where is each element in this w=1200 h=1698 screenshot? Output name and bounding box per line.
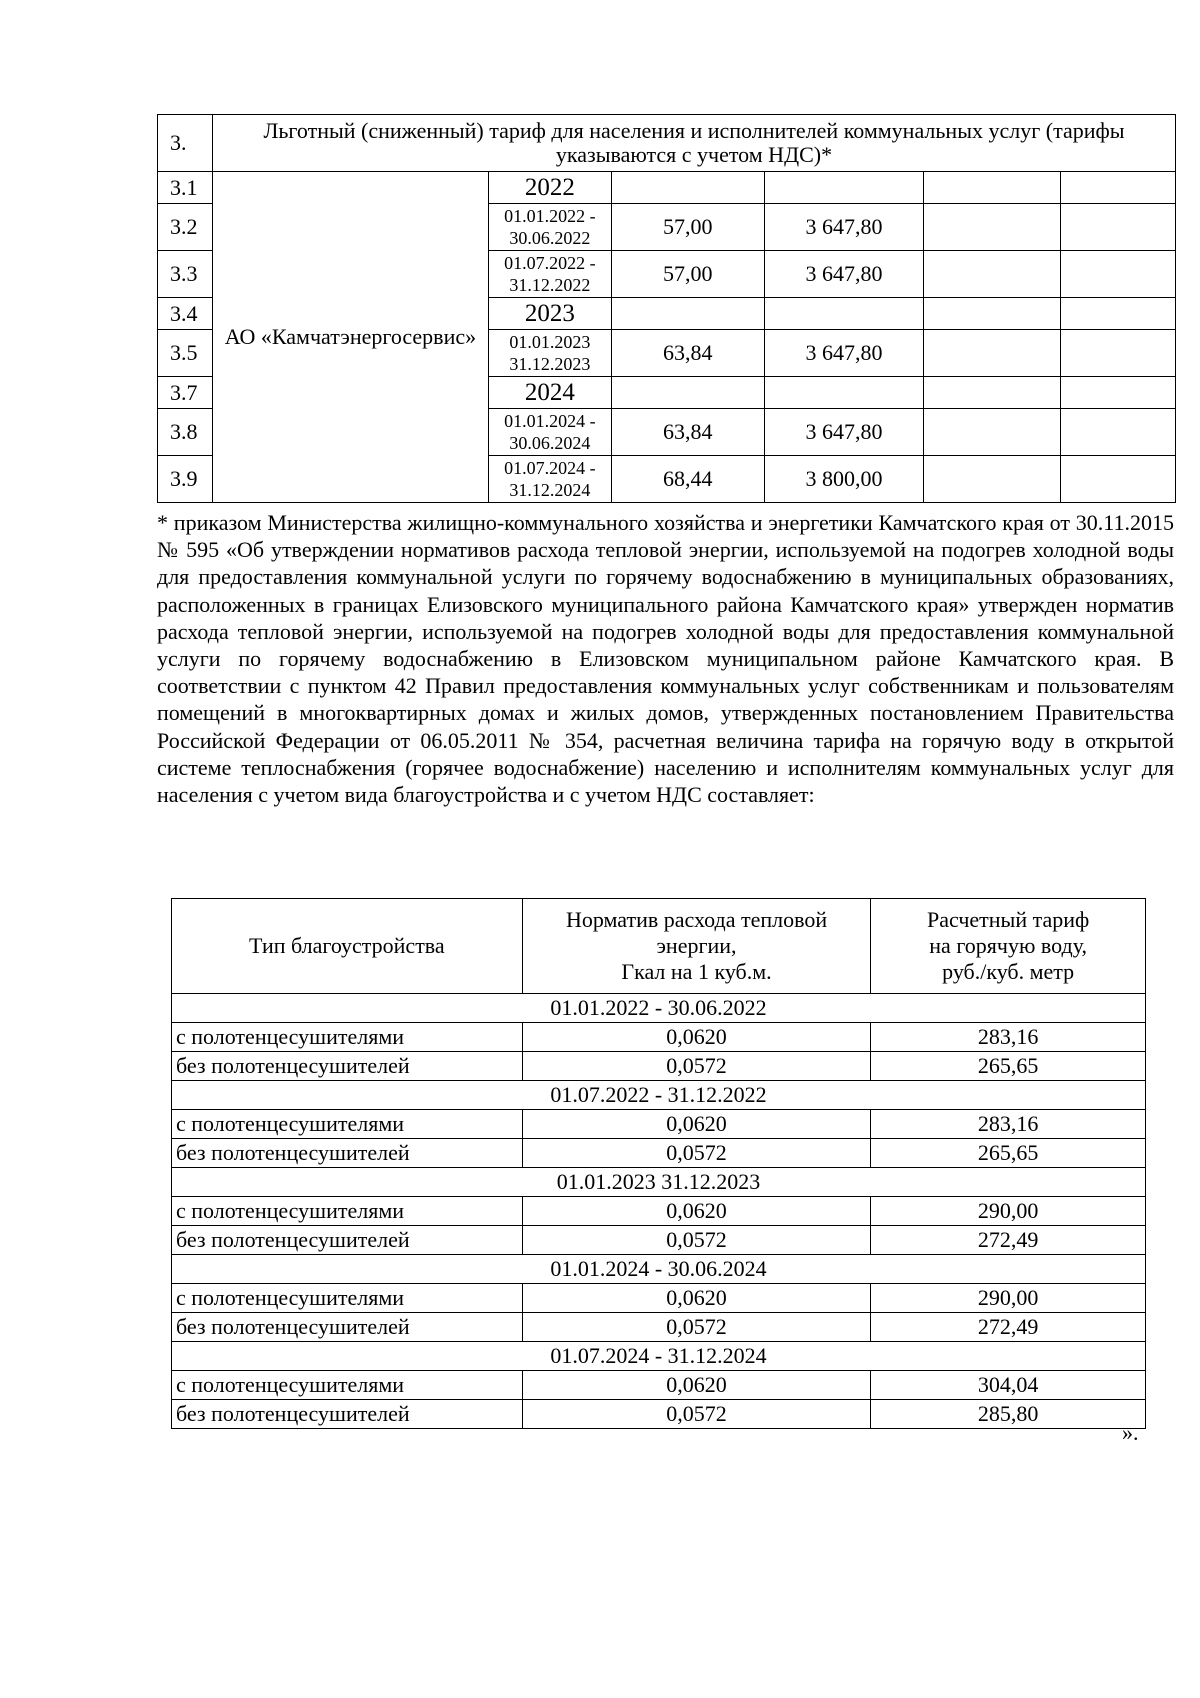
norm-cell: 0,0620 [522, 1197, 871, 1226]
header-norm-line: энергии, [656, 933, 737, 958]
norm-cell: 0,0620 [522, 1110, 871, 1139]
header-tariff-line: Расчетный тариф [927, 907, 1090, 932]
value-a-cell: 63,84 [611, 330, 764, 377]
empty-cell [611, 298, 764, 330]
year-cell: 2022 [488, 172, 611, 204]
value-b-cell: 3 647,80 [764, 409, 924, 456]
type-cell: без полотенцесушителей [172, 1139, 523, 1168]
year-cell: 2024 [488, 377, 611, 409]
tariff-cell: 272,49 [871, 1226, 1146, 1255]
type-cell: без полотенцесушителей [172, 1313, 523, 1342]
empty-cell [924, 377, 1061, 409]
row-number: 3.5 [158, 330, 213, 377]
row-number: 3.1 [158, 172, 213, 204]
value-a-cell: 63,84 [611, 409, 764, 456]
type-cell: без полотенцесушителей [172, 1400, 523, 1429]
section-number: 3. [158, 115, 213, 172]
period-row: 01.07.2022 - 31.12.2022 [172, 1081, 1146, 1110]
period-cell: 01.01.2024 - 30.06.2024 [488, 409, 611, 456]
type-cell: с полотенцесушителями [172, 1023, 523, 1052]
period-cell: 01.01.2023 31.12.2023 [488, 330, 611, 377]
value-a-cell: 68,44 [611, 456, 764, 503]
empty-cell [1061, 172, 1176, 204]
empty-cell [1061, 204, 1176, 251]
tariff-cell: 290,00 [871, 1197, 1146, 1226]
header-tariff-line: на горячую воду, [929, 933, 1088, 958]
tariff-cell: 272,49 [871, 1313, 1146, 1342]
norm-cell: 0,0572 [522, 1139, 871, 1168]
footnote-paragraph: * приказом Министерства жилищно-коммунального хозяйства и энергетики Камчатского края от 30.11.2015 № 595 «Об утверждении нормативов расхода тепловой энергии, используемой на подогрев холодной воды для предоставления коммунальной услуги по горячему водоснабжению в муниципальных образованиях, расположенных в границах Елизовского муниципального района Камчатского края» утвержден норматив расхода тепловой энергии, используемой на подогрев холодной воды для предоставления коммунальной услуги по горячему водоснабжению в Елизовском муниципальном районе Камчатского края. В соответствии с пунктом 42 Правил предоставления коммунальных услуг собственникам и пользователям помещений в многоквартирных домах и жилых домов, утвержденных постановлением Правительства Российской Федерации от 06.05.2011 № 354, расчетная величина тарифа на горячую воду в открытой системе теплоснабжения (горячее водоснабжение) населению и исполнителям коммунальных услуг для населения с учетом вида благоустройства и с учетом НДС составляет: [157, 510, 1174, 808]
empty-cell [764, 298, 924, 330]
row-number: 3.8 [158, 409, 213, 456]
empty-cell [1061, 330, 1176, 377]
type-cell: с полотенцесушителями [172, 1284, 523, 1313]
year-cell: 2023 [488, 298, 611, 330]
tariff-cell: 285,80 [871, 1400, 1146, 1429]
header-tariff [871, 899, 1146, 994]
empty-cell [611, 172, 764, 204]
empty-cell [924, 330, 1061, 377]
type-cell: с полотенцесушителями [172, 1371, 523, 1400]
row-number: 3.2 [158, 204, 213, 251]
type-cell: с полотенцесушителями [172, 1110, 523, 1139]
header-tariff-line: руб./куб. метр [942, 959, 1075, 984]
row-number: 3.7 [158, 377, 213, 409]
norm-cell: 0,0572 [522, 1313, 871, 1342]
header-norm [522, 899, 871, 994]
empty-cell [611, 377, 764, 409]
period-row: 01.01.2022 - 30.06.2022 [172, 994, 1146, 1023]
norm-cell: 0,0620 [522, 1284, 871, 1313]
empty-cell [924, 409, 1061, 456]
value-a-cell: 57,00 [611, 251, 764, 298]
empty-cell [924, 251, 1061, 298]
empty-cell [764, 172, 924, 204]
header-norm-line: Норматив расхода тепловой [565, 907, 828, 932]
value-b-cell: 3 647,80 [764, 204, 924, 251]
empty-cell [1061, 298, 1176, 330]
norm-cell: 0,0620 [522, 1371, 871, 1400]
header-norm-line: Гкал на 1 куб.м. [621, 959, 772, 984]
section-title: Льготный (сниженный) тариф для населения и исполнителей коммунальных услуг (тарифы указываются с учетом НДС)* [212, 115, 1175, 172]
row-number: 3.3 [158, 251, 213, 298]
type-cell: без полотенцесушителей [172, 1226, 523, 1255]
empty-cell [924, 204, 1061, 251]
period-row: 01.01.2024 - 30.06.2024 [172, 1255, 1146, 1284]
tariff-table [157, 114, 1176, 503]
type-cell: без полотенцесушителей [172, 1052, 523, 1081]
empty-cell [924, 456, 1061, 503]
period-cell: 01.07.2024 - 31.12.2024 [488, 456, 611, 503]
tariff-cell: 283,16 [871, 1023, 1146, 1052]
value-b-cell: 3 647,80 [764, 330, 924, 377]
value-b-cell: 3 647,80 [764, 251, 924, 298]
tariff-cell: 304,04 [871, 1371, 1146, 1400]
organization-name: АО «Камчатэнергосервис» [212, 172, 488, 503]
period-row: 01.07.2024 - 31.12.2024 [172, 1342, 1146, 1371]
tariff-cell: 265,65 [871, 1052, 1146, 1081]
row-number: 3.4 [158, 298, 213, 330]
empty-cell [1061, 251, 1176, 298]
norm-cell: 0,0572 [522, 1052, 871, 1081]
tariff-cell: 290,00 [871, 1284, 1146, 1313]
empty-cell [924, 298, 1061, 330]
type-cell: с полотенцесушителями [172, 1197, 523, 1226]
norm-cell: 0,0572 [522, 1400, 871, 1429]
header-type: Тип благоустройства [172, 899, 523, 994]
empty-cell [1061, 377, 1176, 409]
period-row: 01.01.2023 31.12.2023 [172, 1168, 1146, 1197]
closing-quote-mark: ». [1122, 1420, 1139, 1445]
period-cell: 01.07.2022 - 31.12.2022 [488, 251, 611, 298]
empty-cell [764, 377, 924, 409]
empty-cell [1061, 456, 1176, 503]
value-b-cell: 3 800,00 [764, 456, 924, 503]
norm-cell: 0,0620 [522, 1023, 871, 1052]
hot-water-tariff-table [171, 898, 1146, 1429]
tariff-cell: 265,65 [871, 1139, 1146, 1168]
tariff-cell: 283,16 [871, 1110, 1146, 1139]
row-number: 3.9 [158, 456, 213, 503]
value-a-cell: 57,00 [611, 204, 764, 251]
empty-cell [1061, 409, 1176, 456]
norm-cell: 0,0572 [522, 1226, 871, 1255]
empty-cell [924, 172, 1061, 204]
period-cell: 01.01.2022 - 30.06.2022 [488, 204, 611, 251]
